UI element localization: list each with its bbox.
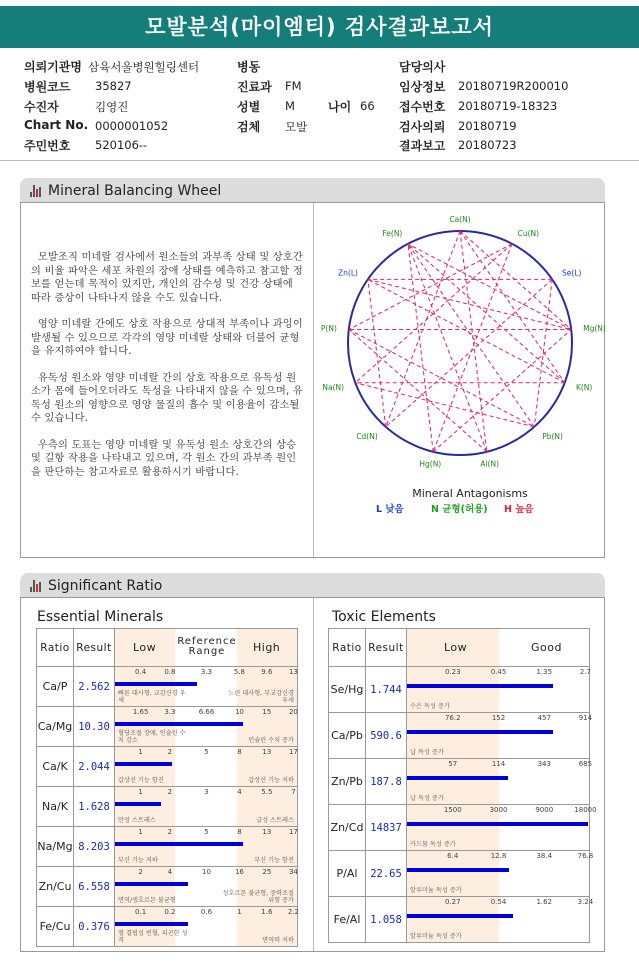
request-value: 20180719: [458, 119, 517, 133]
table-row: [37, 707, 298, 747]
tick-label: 6.4: [447, 852, 459, 860]
report-value: 20180723: [458, 138, 517, 152]
tick-label: 685: [578, 760, 593, 768]
ratio-result: 2.044: [74, 747, 115, 787]
ratio-bar: [407, 914, 513, 918]
ratio-bar: [115, 722, 243, 726]
ratio-result: 1.628: [74, 787, 115, 827]
ratio-bar: [115, 922, 188, 926]
tick-label: 457: [537, 714, 551, 722]
note-high: 부신 기능 항진: [254, 857, 294, 864]
ratio-result: 14837: [366, 805, 407, 851]
wheel-element-label: Cu(N): [517, 229, 540, 239]
table-row: [329, 667, 590, 713]
note-low: 혈당조절 장애, 인슐린 수치 감소: [118, 730, 186, 744]
tick-label: 1.35: [536, 668, 553, 676]
hospital-code-value: 35827: [95, 79, 132, 93]
note-low: 알루미늄 독성 증가: [410, 933, 462, 940]
table-row: [37, 827, 298, 867]
col-result: Result: [366, 629, 407, 667]
tick-label: 12.8: [490, 852, 507, 860]
ratio-name: Se/Hg: [329, 667, 366, 713]
wheel-circle: [348, 231, 572, 455]
tick-label: 0.54: [490, 898, 507, 906]
legend-normal: N 균형(허용): [431, 504, 488, 515]
essential-table: [36, 628, 298, 947]
note-high: 면역력 저하: [262, 937, 294, 944]
tick-label: 114: [491, 760, 506, 768]
ratio-bar: [407, 822, 588, 826]
tick-label: 3.3: [164, 708, 176, 716]
ratio-result: 1.744: [366, 667, 407, 713]
wheel-title: Mineral Antagonisms: [412, 487, 528, 500]
collector-label: 수진자: [24, 100, 59, 114]
tick-label: 4: [237, 788, 242, 796]
report-title: 모발분석(마이엠티) 검사결과보고서: [0, 6, 639, 48]
tick-label: 3: [204, 788, 209, 796]
age-value: 66: [360, 99, 375, 113]
id-value: 520106--: [95, 138, 148, 152]
hdr-reference: Reference Range: [177, 636, 237, 657]
tick-label: 16: [234, 868, 244, 876]
table-row: [329, 897, 590, 943]
essential-title: Essential Minerals: [37, 609, 164, 625]
tick-label: 1.65: [132, 708, 149, 716]
tick-label: 8: [237, 828, 242, 836]
note-high: 급성 스트레스: [256, 817, 294, 824]
table-row: [329, 713, 590, 759]
specimen-value: 모발: [285, 120, 308, 134]
tick-label: 2: [167, 748, 173, 756]
tick-label: 2: [138, 868, 143, 876]
tick-label: 13: [288, 668, 298, 676]
ratio-name: Zn/Pb: [329, 759, 366, 805]
tick-label: 0.8: [164, 668, 176, 676]
ratio-result: 1.058: [366, 897, 407, 943]
sex-label: 성별: [237, 100, 261, 114]
ratio-name: Ca/K: [37, 747, 74, 787]
wheel-paragraph: 모발조직 미네랄 검사에서 원소들의 과부족 상태 및 상호간의 비율 파악은 세포 차원의 장애 상태를 예측하고 참고할 정보를 얻는데 목적이 있지만, 개인의 감수성 및 건강 상태에 따라 증상이 나타나지 않을 수도 있습니다.: [31, 252, 303, 304]
clinical-label: 임상정보: [399, 80, 446, 94]
ratio-chart: [115, 747, 298, 787]
tick-label: 10: [234, 708, 244, 716]
reference-header: [407, 629, 590, 667]
ratio-bar: [115, 762, 172, 766]
col-result: Result: [74, 629, 115, 667]
clinical-value: 20180719R200010: [458, 79, 569, 93]
tick-label: 0.1: [135, 908, 147, 916]
tick-label: 4: [167, 868, 173, 876]
wheel-element-label: Se(L): [562, 268, 582, 278]
tick-label: 13: [262, 748, 272, 756]
tick-label: 3000: [489, 806, 508, 814]
sex-value: M: [285, 99, 295, 113]
ratio-chart: [407, 897, 594, 943]
ratio-name: Na/Mg: [37, 827, 74, 867]
ratio-bar: [407, 776, 508, 780]
ratio-chart: [407, 713, 593, 759]
dept-value: FM: [285, 79, 302, 93]
legend-low: L 낮음: [376, 504, 404, 515]
receipt-value: 20180719-18323: [458, 99, 558, 113]
note-low: 부신 기능 저하: [118, 857, 158, 864]
ratio-chart: [115, 867, 298, 907]
hdr-high: High: [253, 641, 281, 654]
tick-label: 38.4: [536, 852, 553, 860]
chart-label: Chart No.: [24, 118, 89, 132]
tick-label: 1.6: [261, 908, 273, 916]
tick-label: 0.27: [444, 898, 461, 906]
ratio-name: P/Al: [329, 851, 366, 897]
tick-label: 2: [167, 828, 173, 836]
wheel-element-label: Fe(N): [382, 229, 403, 239]
tick-label: 2.7: [579, 668, 591, 676]
ratio-result: 187.8: [366, 759, 407, 805]
note-low: 알루미늄 독성 증가: [410, 887, 462, 894]
ward-label: 병동: [237, 60, 261, 74]
ratio-bar: [407, 684, 553, 688]
tick-label: 18000: [574, 806, 597, 814]
tick-label: 9.6: [261, 668, 273, 676]
table-row: [37, 787, 298, 827]
toxic-title: Toxic Elements: [332, 609, 436, 625]
ratio-chart: [115, 827, 298, 867]
institution-value: 삼육서울병원힐링센터: [88, 60, 200, 74]
ratio-chart: [115, 787, 298, 827]
ratio-result: 590.6: [366, 713, 407, 759]
wheel-section-title: Mineral Balancing Wheel: [48, 183, 222, 199]
table-row: [37, 907, 298, 947]
wheel-element-label: Cd(N): [356, 431, 378, 441]
tick-label: 1.62: [536, 898, 553, 906]
tick-label: 0.45: [490, 668, 507, 676]
wheel-paragraph: 유독성 원소와 영양 미네랄 간의 상호 작용으로 유독성 원소가 몸에 들어오더라도 독성을 나타내지 않을 수 있으며, 유독성 원소의 영향으로 영양 물질의 흡수 및 이용율이 감소될 수 있습니다.: [31, 372, 303, 424]
wheel-section-heading: [20, 178, 605, 204]
note-high: 인슐린 수치 증가: [248, 737, 294, 744]
dept-label: 진료과: [237, 80, 272, 94]
note-low: 만성 스트레스: [118, 817, 156, 824]
tick-label: 7: [291, 788, 296, 796]
tick-label: 5: [204, 828, 209, 836]
tick-label: 1: [138, 788, 143, 796]
ratio-bar: [407, 730, 553, 734]
hdr-good: Good: [531, 641, 562, 654]
note-low: 납 독성 증가: [410, 749, 444, 756]
wheel-element-label: Na(N): [322, 382, 345, 392]
tick-label: 15: [262, 708, 272, 716]
specimen-label: 검체: [237, 120, 261, 134]
ratio-chart: [407, 759, 593, 805]
chart-icon: [30, 185, 42, 197]
toxic-table: [328, 628, 597, 943]
wheel-element-label: Pb(N): [542, 431, 563, 441]
ratio-section-title: Significant Ratio: [48, 578, 163, 594]
tick-label: 5.5: [261, 788, 273, 796]
table-row: [329, 851, 590, 897]
wheel-element-label: K(N): [575, 382, 593, 392]
wheel-element-label: P(N): [320, 324, 337, 334]
tick-label: 13: [262, 828, 272, 836]
note-high: 갑상선 기능 저하: [248, 777, 294, 784]
tick-label: 3.24: [577, 898, 594, 906]
ratio-name: Zn/Cu: [37, 867, 74, 907]
tick-label: 5: [204, 748, 209, 756]
ratio-name: Fe/Al: [329, 897, 366, 943]
wheel-element-label: Al(N): [480, 459, 500, 469]
ratio-divider: [313, 598, 314, 951]
ratio-chart: [115, 667, 298, 707]
ratio-name: Na/K: [37, 787, 74, 827]
wheel-element-label: Zn(L): [338, 268, 358, 278]
col-ratio: Ratio: [37, 629, 74, 667]
tick-label: 2.2: [287, 908, 299, 916]
note-low: 빠른 대사형, 교감신경 우세: [118, 690, 186, 704]
tick-label: 34: [288, 868, 298, 876]
hdr-low: Low: [133, 641, 157, 654]
ratio-name: Zn/Cd: [329, 805, 366, 851]
ratio-chart: [115, 707, 298, 747]
tick-label: 1: [237, 908, 242, 916]
note-low: 면역/생호르몬 불균형: [118, 897, 176, 904]
hospital-code-label: 병원코드: [24, 80, 71, 94]
legend-high: H 높음: [504, 504, 534, 515]
ratio-result: 22.65: [366, 851, 407, 897]
info-divider: [0, 160, 639, 161]
tick-label: 76.2: [444, 714, 461, 722]
note-high: 성호르몬 불균형, 중력조절 위험 증가: [222, 890, 294, 904]
mineral-wheel-diagram: [314, 203, 606, 557]
tick-label: 152: [491, 714, 506, 722]
table-row: [37, 747, 298, 787]
tick-label: 5.8: [233, 668, 246, 676]
tick-label: 0.6: [200, 908, 213, 916]
ratio-name: Fe/Cu: [37, 907, 74, 947]
tick-label: 17: [288, 748, 298, 756]
tick-label: 17: [288, 828, 298, 836]
tick-label: 0.4: [135, 668, 147, 676]
table-row: [329, 759, 590, 805]
collector-value: 김영진: [95, 100, 129, 114]
wheel-paragraph: 영양 미네랄 간에도 상호 작용으로 상대적 부족이나 과잉이 발생될 수 있으므로 각각의 영양 미네랄 상태와 더불어 균형을 유지하여야 합니다.: [31, 319, 303, 357]
tick-label: 8: [237, 748, 242, 756]
tick-label: 914: [578, 714, 593, 722]
tick-label: 1500: [443, 806, 462, 814]
table-row: [37, 667, 298, 707]
tick-label: 6.66: [198, 708, 215, 716]
tick-label: 2: [167, 788, 173, 796]
wheel-element-label: Mg(N): [583, 324, 606, 334]
tick-label: 1: [138, 828, 143, 836]
ratio-chart: [407, 851, 594, 897]
institution-label: 의뢰기관명: [24, 60, 82, 74]
reference-header: [115, 629, 298, 667]
tick-label: 0.2: [164, 908, 176, 916]
ratio-chart: [407, 667, 590, 713]
ratio-chart: [407, 805, 597, 851]
request-label: 검사의뢰: [399, 120, 446, 134]
note-low: 철 결핍성 빈혈, 피곤한 성격: [118, 930, 188, 944]
tick-label: 9000: [535, 806, 554, 814]
wheel-box: [20, 202, 605, 558]
note-low: 카드뮴 독성 증가: [410, 841, 456, 848]
ratio-chart: [115, 907, 298, 947]
ratio-bar: [115, 882, 188, 886]
ratio-name: Ca/Pb: [329, 713, 366, 759]
ratio-bar: [115, 802, 161, 806]
ratio-result: 8.203: [74, 827, 115, 867]
ratio-result: 0.376: [74, 907, 115, 947]
ratio-bar: [115, 682, 197, 686]
ratio-result: 6.558: [74, 867, 115, 907]
tick-label: 25: [262, 868, 272, 876]
tick-label: 1: [138, 748, 143, 756]
tick-label: 10: [202, 868, 211, 876]
chart-value: 0000001052: [95, 119, 169, 133]
ratio-section-heading: [20, 573, 605, 599]
ratio-bar: [407, 868, 509, 872]
report-label: 결과보고: [399, 139, 446, 153]
ratio-result: 10.30: [74, 707, 115, 747]
tick-label: 3.3: [200, 668, 213, 676]
tick-label: 20: [288, 708, 298, 716]
wheel-element-label: Hg(N): [419, 459, 442, 469]
tick-label: 57: [448, 760, 458, 768]
table-row: [329, 805, 590, 851]
receipt-label: 접수번호: [399, 100, 446, 114]
ratio-name: Ca/Mg: [37, 707, 74, 747]
wheel-description: [31, 251, 303, 492]
note-low: 갑상선 기능 항진: [118, 777, 164, 784]
note-high: 느린 대사형, 부교감신경 우세: [228, 690, 294, 704]
ratio-result: 2.562: [74, 667, 115, 707]
table-row: [37, 867, 298, 907]
note-low: 납 독성 증가: [410, 795, 444, 802]
ratio-name: Ca/P: [37, 667, 74, 707]
doctor-label: 담당의사: [399, 60, 446, 74]
wheel-paragraph: 우측의 도표는 영양 미네랄 및 유독성 원소 상호간의 상승 및 길항 작용을 나타내고 있으며, 각 원소 간의 과부족 원인을 판단하는 참고자료로 활용하시기 바랍니다.: [31, 439, 297, 478]
wheel-element-label: Ca(N): [449, 215, 471, 224]
ratio-bar: [115, 842, 243, 846]
chart-icon: [30, 580, 42, 592]
age-label: 나이: [328, 100, 352, 114]
note-low: 수은 독성 증가: [410, 703, 450, 710]
col-ratio: Ratio: [329, 629, 366, 667]
id-label: 주민번호: [24, 139, 71, 153]
hdr-low: Low: [444, 641, 468, 654]
tick-label: 0.23: [444, 668, 461, 676]
tick-label: 343: [537, 760, 551, 768]
tick-label: 76.8: [577, 852, 594, 860]
